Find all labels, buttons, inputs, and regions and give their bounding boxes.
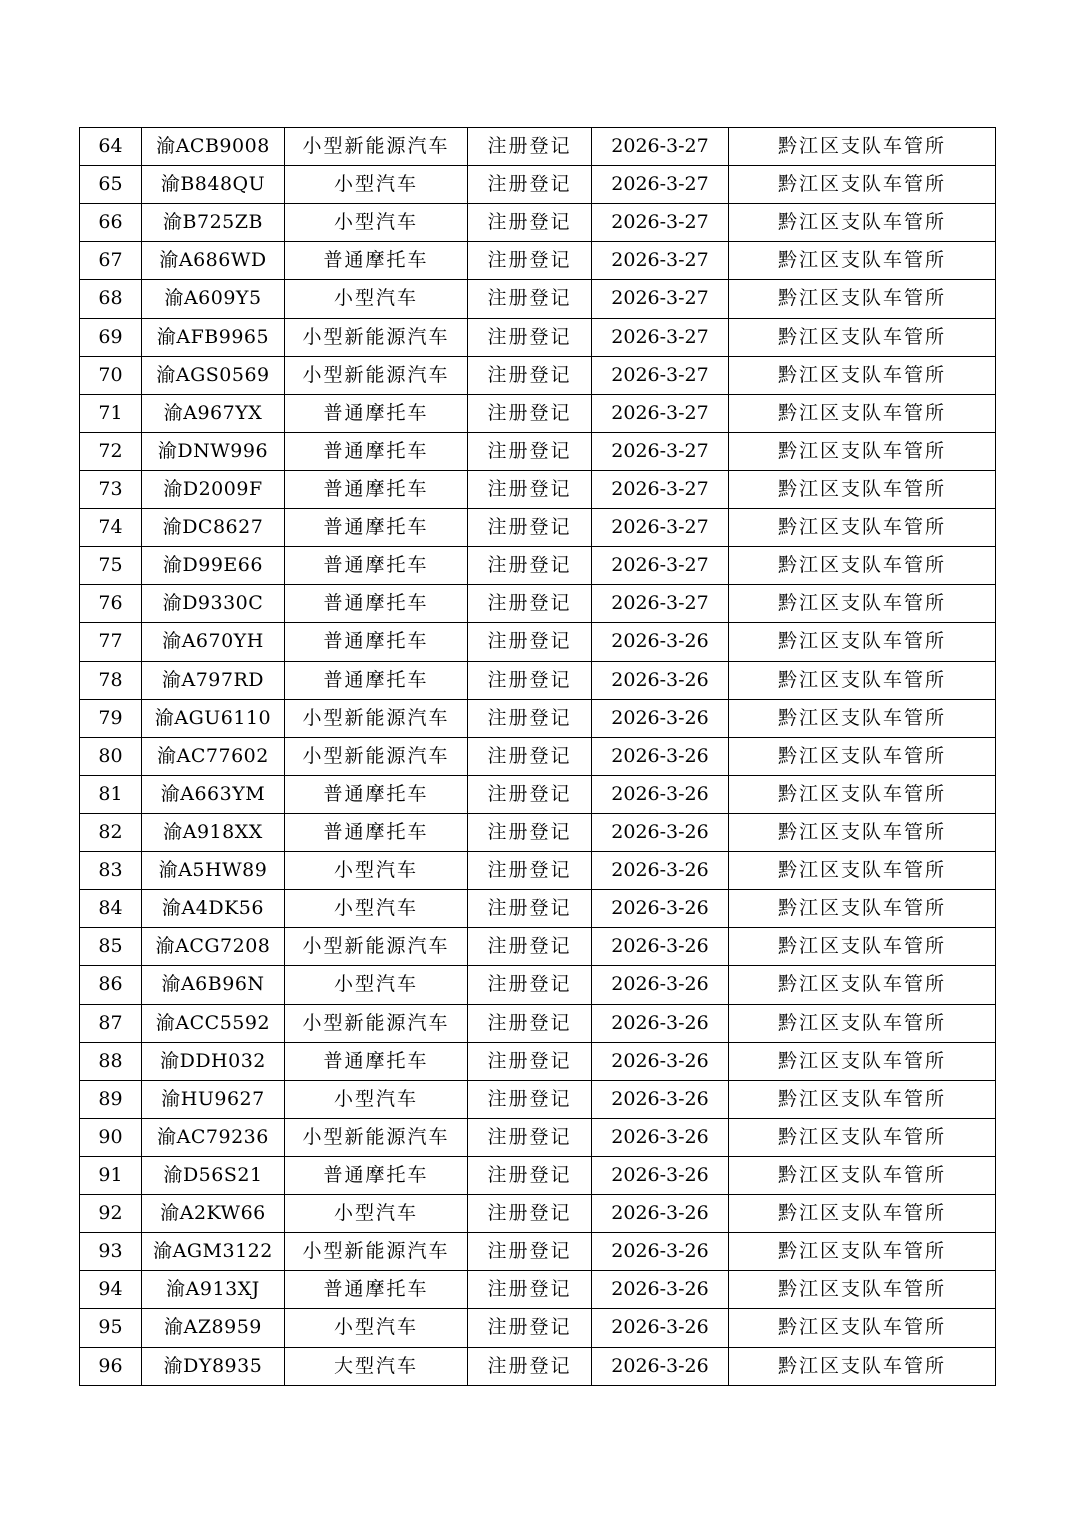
cell-issuing-office: 黔江区支队车管所 bbox=[729, 1195, 996, 1233]
cell-license-plate: 渝HU9627 bbox=[142, 1080, 285, 1118]
cell-registration-type: 注册登记 bbox=[468, 204, 592, 242]
cell-vehicle-type: 小型新能源汽车 bbox=[285, 128, 468, 166]
cell-registration-type: 注册登记 bbox=[468, 318, 592, 356]
cell-sequence-number: 72 bbox=[80, 432, 142, 470]
table-row bbox=[80, 661, 996, 699]
cell-license-plate: 渝AC79236 bbox=[142, 1118, 285, 1156]
cell-issuing-office: 黔江区支队车管所 bbox=[729, 204, 996, 242]
cell-registration-type: 注册登记 bbox=[468, 1080, 592, 1118]
cell-vehicle-type: 普通摩托车 bbox=[285, 509, 468, 547]
cell-license-plate: 渝D9330C bbox=[142, 585, 285, 623]
cell-registration-type: 注册登记 bbox=[468, 928, 592, 966]
cell-date: 2026-3-26 bbox=[592, 1004, 729, 1042]
cell-license-plate: 渝AGU6110 bbox=[142, 699, 285, 737]
cell-registration-type: 注册登记 bbox=[468, 813, 592, 851]
cell-issuing-office: 黔江区支队车管所 bbox=[729, 852, 996, 890]
table-row bbox=[80, 394, 996, 432]
cell-vehicle-type: 小型汽车 bbox=[285, 1309, 468, 1347]
cell-registration-type: 注册登记 bbox=[468, 1347, 592, 1386]
cell-vehicle-type: 普通摩托车 bbox=[285, 775, 468, 813]
cell-issuing-office: 黔江区支队车管所 bbox=[729, 128, 996, 166]
cell-sequence-number: 96 bbox=[80, 1347, 142, 1386]
cell-date: 2026-3-26 bbox=[592, 1195, 729, 1233]
cell-sequence-number: 93 bbox=[80, 1233, 142, 1271]
cell-license-plate: 渝A4DK56 bbox=[142, 890, 285, 928]
cell-registration-type: 注册登记 bbox=[468, 432, 592, 470]
cell-sequence-number: 87 bbox=[80, 1004, 142, 1042]
table-row bbox=[80, 470, 996, 508]
cell-date: 2026-3-27 bbox=[592, 128, 729, 166]
cell-issuing-office: 黔江区支队车管所 bbox=[729, 737, 996, 775]
cell-registration-type: 注册登记 bbox=[468, 242, 592, 280]
cell-license-plate: 渝B848QU bbox=[142, 166, 285, 204]
table-row bbox=[80, 1309, 996, 1347]
cell-sequence-number: 84 bbox=[80, 890, 142, 928]
cell-vehicle-type: 小型汽车 bbox=[285, 890, 468, 928]
table-row bbox=[80, 242, 996, 280]
cell-license-plate: 渝D56S21 bbox=[142, 1156, 285, 1194]
cell-license-plate: 渝A6B96N bbox=[142, 966, 285, 1004]
cell-vehicle-type: 大型汽车 bbox=[285, 1347, 468, 1386]
cell-license-plate: 渝B725ZB bbox=[142, 204, 285, 242]
cell-issuing-office: 黔江区支队车管所 bbox=[729, 1004, 996, 1042]
cell-registration-type: 注册登记 bbox=[468, 585, 592, 623]
cell-date: 2026-3-26 bbox=[592, 1080, 729, 1118]
cell-issuing-office: 黔江区支队车管所 bbox=[729, 166, 996, 204]
cell-date: 2026-3-27 bbox=[592, 547, 729, 585]
cell-sequence-number: 85 bbox=[80, 928, 142, 966]
table-row bbox=[80, 166, 996, 204]
cell-sequence-number: 86 bbox=[80, 966, 142, 1004]
table-row bbox=[80, 1080, 996, 1118]
cell-license-plate: 渝AC77602 bbox=[142, 737, 285, 775]
cell-vehicle-type: 普通摩托车 bbox=[285, 1042, 468, 1080]
cell-license-plate: 渝DY8935 bbox=[142, 1347, 285, 1386]
cell-sequence-number: 81 bbox=[80, 775, 142, 813]
cell-date: 2026-3-26 bbox=[592, 813, 729, 851]
table-row bbox=[80, 585, 996, 623]
cell-date: 2026-3-27 bbox=[592, 318, 729, 356]
cell-license-plate: 渝AGS0569 bbox=[142, 356, 285, 394]
table-body bbox=[80, 128, 996, 1386]
cell-license-plate: 渝A967YX bbox=[142, 394, 285, 432]
table-row bbox=[80, 204, 996, 242]
cell-issuing-office: 黔江区支队车管所 bbox=[729, 775, 996, 813]
cell-date: 2026-3-27 bbox=[592, 394, 729, 432]
cell-date: 2026-3-27 bbox=[592, 242, 729, 280]
vehicle-registration-table bbox=[79, 127, 996, 1386]
cell-license-plate: 渝AGM3122 bbox=[142, 1233, 285, 1271]
cell-vehicle-type: 普通摩托车 bbox=[285, 470, 468, 508]
cell-vehicle-type: 普通摩托车 bbox=[285, 432, 468, 470]
cell-vehicle-type: 小型新能源汽车 bbox=[285, 1118, 468, 1156]
cell-date: 2026-3-27 bbox=[592, 204, 729, 242]
cell-sequence-number: 65 bbox=[80, 166, 142, 204]
table-row bbox=[80, 432, 996, 470]
table-row bbox=[80, 356, 996, 394]
cell-date: 2026-3-26 bbox=[592, 928, 729, 966]
cell-vehicle-type: 普通摩托车 bbox=[285, 394, 468, 432]
cell-date: 2026-3-27 bbox=[592, 166, 729, 204]
cell-registration-type: 注册登记 bbox=[468, 394, 592, 432]
cell-license-plate: 渝ACB9008 bbox=[142, 128, 285, 166]
cell-date: 2026-3-27 bbox=[592, 509, 729, 547]
cell-issuing-office: 黔江区支队车管所 bbox=[729, 1233, 996, 1271]
cell-registration-type: 注册登记 bbox=[468, 128, 592, 166]
cell-sequence-number: 71 bbox=[80, 394, 142, 432]
cell-registration-type: 注册登记 bbox=[468, 1271, 592, 1309]
cell-license-plate: 渝A5HW89 bbox=[142, 852, 285, 890]
cell-date: 2026-3-26 bbox=[592, 966, 729, 1004]
table-row bbox=[80, 890, 996, 928]
cell-vehicle-type: 普通摩托车 bbox=[285, 242, 468, 280]
cell-registration-type: 注册登记 bbox=[468, 661, 592, 699]
cell-registration-type: 注册登记 bbox=[468, 890, 592, 928]
cell-vehicle-type: 小型新能源汽车 bbox=[285, 356, 468, 394]
cell-license-plate: 渝A797RD bbox=[142, 661, 285, 699]
cell-vehicle-type: 小型汽车 bbox=[285, 1080, 468, 1118]
cell-issuing-office: 黔江区支队车管所 bbox=[729, 394, 996, 432]
cell-date: 2026-3-26 bbox=[592, 737, 729, 775]
cell-registration-type: 注册登记 bbox=[468, 1233, 592, 1271]
cell-issuing-office: 黔江区支队车管所 bbox=[729, 280, 996, 318]
cell-vehicle-type: 小型新能源汽车 bbox=[285, 737, 468, 775]
cell-date: 2026-3-26 bbox=[592, 890, 729, 928]
cell-issuing-office: 黔江区支队车管所 bbox=[729, 1042, 996, 1080]
cell-license-plate: 渝AZ8959 bbox=[142, 1309, 285, 1347]
cell-vehicle-type: 小型新能源汽车 bbox=[285, 1004, 468, 1042]
cell-license-plate: 渝A686WD bbox=[142, 242, 285, 280]
cell-sequence-number: 73 bbox=[80, 470, 142, 508]
cell-license-plate: 渝D99E66 bbox=[142, 547, 285, 585]
cell-issuing-office: 黔江区支队车管所 bbox=[729, 1156, 996, 1194]
cell-license-plate: 渝DC8627 bbox=[142, 509, 285, 547]
cell-license-plate: 渝A670YH bbox=[142, 623, 285, 661]
cell-sequence-number: 70 bbox=[80, 356, 142, 394]
cell-license-plate: 渝A663YM bbox=[142, 775, 285, 813]
table-row bbox=[80, 1118, 996, 1156]
cell-issuing-office: 黔江区支队车管所 bbox=[729, 623, 996, 661]
table-row bbox=[80, 128, 996, 166]
cell-registration-type: 注册登记 bbox=[468, 1156, 592, 1194]
table-row bbox=[80, 1271, 996, 1309]
cell-registration-type: 注册登记 bbox=[468, 852, 592, 890]
cell-registration-type: 注册登记 bbox=[468, 737, 592, 775]
cell-issuing-office: 黔江区支队车管所 bbox=[729, 1080, 996, 1118]
cell-sequence-number: 90 bbox=[80, 1118, 142, 1156]
table-row bbox=[80, 318, 996, 356]
cell-date: 2026-3-26 bbox=[592, 623, 729, 661]
table-row bbox=[80, 509, 996, 547]
cell-license-plate: 渝ACC5592 bbox=[142, 1004, 285, 1042]
cell-sequence-number: 80 bbox=[80, 737, 142, 775]
cell-registration-type: 注册登记 bbox=[468, 775, 592, 813]
table-row bbox=[80, 737, 996, 775]
cell-vehicle-type: 普通摩托车 bbox=[285, 623, 468, 661]
cell-vehicle-type: 小型新能源汽车 bbox=[285, 928, 468, 966]
cell-vehicle-type: 小型汽车 bbox=[285, 280, 468, 318]
cell-date: 2026-3-26 bbox=[592, 699, 729, 737]
table-row bbox=[80, 1233, 996, 1271]
cell-vehicle-type: 小型汽车 bbox=[285, 852, 468, 890]
cell-sequence-number: 75 bbox=[80, 547, 142, 585]
cell-issuing-office: 黔江区支队车管所 bbox=[729, 547, 996, 585]
cell-sequence-number: 92 bbox=[80, 1195, 142, 1233]
cell-license-plate: 渝DDH032 bbox=[142, 1042, 285, 1080]
cell-registration-type: 注册登记 bbox=[468, 623, 592, 661]
cell-license-plate: 渝D2009F bbox=[142, 470, 285, 508]
table-row bbox=[80, 280, 996, 318]
cell-registration-type: 注册登记 bbox=[468, 470, 592, 508]
cell-sequence-number: 79 bbox=[80, 699, 142, 737]
cell-registration-type: 注册登记 bbox=[468, 509, 592, 547]
cell-sequence-number: 94 bbox=[80, 1271, 142, 1309]
cell-date: 2026-3-26 bbox=[592, 1347, 729, 1386]
cell-vehicle-type: 小型汽车 bbox=[285, 166, 468, 204]
cell-vehicle-type: 普通摩托车 bbox=[285, 585, 468, 623]
cell-date: 2026-3-26 bbox=[592, 852, 729, 890]
cell-vehicle-type: 小型汽车 bbox=[285, 966, 468, 1004]
cell-registration-type: 注册登记 bbox=[468, 1195, 592, 1233]
cell-date: 2026-3-26 bbox=[592, 1233, 729, 1271]
cell-registration-type: 注册登记 bbox=[468, 1118, 592, 1156]
cell-registration-type: 注册登记 bbox=[468, 1309, 592, 1347]
cell-registration-type: 注册登记 bbox=[468, 699, 592, 737]
cell-date: 2026-3-27 bbox=[592, 280, 729, 318]
cell-issuing-office: 黔江区支队车管所 bbox=[729, 966, 996, 1004]
cell-date: 2026-3-26 bbox=[592, 1271, 729, 1309]
cell-sequence-number: 78 bbox=[80, 661, 142, 699]
cell-license-plate: 渝AFB9965 bbox=[142, 318, 285, 356]
cell-issuing-office: 黔江区支队车管所 bbox=[729, 661, 996, 699]
cell-sequence-number: 69 bbox=[80, 318, 142, 356]
cell-license-plate: 渝A913XJ bbox=[142, 1271, 285, 1309]
cell-date: 2026-3-27 bbox=[592, 470, 729, 508]
cell-vehicle-type: 普通摩托车 bbox=[285, 813, 468, 851]
cell-issuing-office: 黔江区支队车管所 bbox=[729, 509, 996, 547]
table-row bbox=[80, 1195, 996, 1233]
cell-date: 2026-3-26 bbox=[592, 1156, 729, 1194]
cell-issuing-office: 黔江区支队车管所 bbox=[729, 318, 996, 356]
cell-issuing-office: 黔江区支队车管所 bbox=[729, 1347, 996, 1386]
cell-license-plate: 渝A2KW66 bbox=[142, 1195, 285, 1233]
cell-vehicle-type: 普通摩托车 bbox=[285, 547, 468, 585]
cell-vehicle-type: 小型汽车 bbox=[285, 1195, 468, 1233]
cell-sequence-number: 66 bbox=[80, 204, 142, 242]
cell-registration-type: 注册登记 bbox=[468, 356, 592, 394]
cell-vehicle-type: 小型汽车 bbox=[285, 204, 468, 242]
table-row bbox=[80, 928, 996, 966]
cell-sequence-number: 74 bbox=[80, 509, 142, 547]
cell-sequence-number: 91 bbox=[80, 1156, 142, 1194]
cell-registration-type: 注册登记 bbox=[468, 166, 592, 204]
cell-issuing-office: 黔江区支队车管所 bbox=[729, 1118, 996, 1156]
cell-sequence-number: 76 bbox=[80, 585, 142, 623]
cell-date: 2026-3-26 bbox=[592, 1042, 729, 1080]
cell-date: 2026-3-26 bbox=[592, 1309, 729, 1347]
cell-registration-type: 注册登记 bbox=[468, 1004, 592, 1042]
table-row bbox=[80, 852, 996, 890]
cell-issuing-office: 黔江区支队车管所 bbox=[729, 470, 996, 508]
cell-sequence-number: 82 bbox=[80, 813, 142, 851]
cell-registration-type: 注册登记 bbox=[468, 547, 592, 585]
cell-date: 2026-3-26 bbox=[592, 661, 729, 699]
table-row bbox=[80, 623, 996, 661]
cell-date: 2026-3-26 bbox=[592, 775, 729, 813]
table-row bbox=[80, 813, 996, 851]
cell-date: 2026-3-27 bbox=[592, 356, 729, 394]
table-row bbox=[80, 1004, 996, 1042]
table-row bbox=[80, 1042, 996, 1080]
cell-sequence-number: 68 bbox=[80, 280, 142, 318]
cell-issuing-office: 黔江区支队车管所 bbox=[729, 699, 996, 737]
table-row bbox=[80, 699, 996, 737]
cell-issuing-office: 黔江区支队车管所 bbox=[729, 1271, 996, 1309]
cell-issuing-office: 黔江区支队车管所 bbox=[729, 813, 996, 851]
cell-license-plate: 渝A609Y5 bbox=[142, 280, 285, 318]
table-row bbox=[80, 547, 996, 585]
cell-license-plate: 渝ACG7208 bbox=[142, 928, 285, 966]
cell-date: 2026-3-27 bbox=[592, 585, 729, 623]
cell-sequence-number: 95 bbox=[80, 1309, 142, 1347]
cell-vehicle-type: 小型新能源汽车 bbox=[285, 699, 468, 737]
cell-license-plate: 渝DNW996 bbox=[142, 432, 285, 470]
cell-date: 2026-3-27 bbox=[592, 432, 729, 470]
cell-issuing-office: 黔江区支队车管所 bbox=[729, 928, 996, 966]
cell-sequence-number: 64 bbox=[80, 128, 142, 166]
cell-vehicle-type: 普通摩托车 bbox=[285, 661, 468, 699]
cell-sequence-number: 88 bbox=[80, 1042, 142, 1080]
table-row bbox=[80, 966, 996, 1004]
cell-vehicle-type: 普通摩托车 bbox=[285, 1156, 468, 1194]
table-row bbox=[80, 1347, 996, 1386]
cell-license-plate: 渝A918XX bbox=[142, 813, 285, 851]
cell-sequence-number: 67 bbox=[80, 242, 142, 280]
cell-issuing-office: 黔江区支队车管所 bbox=[729, 242, 996, 280]
cell-issuing-office: 黔江区支队车管所 bbox=[729, 1309, 996, 1347]
cell-issuing-office: 黔江区支队车管所 bbox=[729, 890, 996, 928]
cell-registration-type: 注册登记 bbox=[468, 1042, 592, 1080]
cell-vehicle-type: 小型新能源汽车 bbox=[285, 318, 468, 356]
cell-date: 2026-3-26 bbox=[592, 1118, 729, 1156]
cell-issuing-office: 黔江区支队车管所 bbox=[729, 432, 996, 470]
cell-vehicle-type: 普通摩托车 bbox=[285, 1271, 468, 1309]
cell-sequence-number: 89 bbox=[80, 1080, 142, 1118]
table-row bbox=[80, 775, 996, 813]
cell-sequence-number: 83 bbox=[80, 852, 142, 890]
cell-registration-type: 注册登记 bbox=[468, 966, 592, 1004]
cell-sequence-number: 77 bbox=[80, 623, 142, 661]
table-row bbox=[80, 1156, 996, 1194]
cell-issuing-office: 黔江区支队车管所 bbox=[729, 356, 996, 394]
cell-vehicle-type: 小型新能源汽车 bbox=[285, 1233, 468, 1271]
cell-registration-type: 注册登记 bbox=[468, 280, 592, 318]
cell-issuing-office: 黔江区支队车管所 bbox=[729, 585, 996, 623]
